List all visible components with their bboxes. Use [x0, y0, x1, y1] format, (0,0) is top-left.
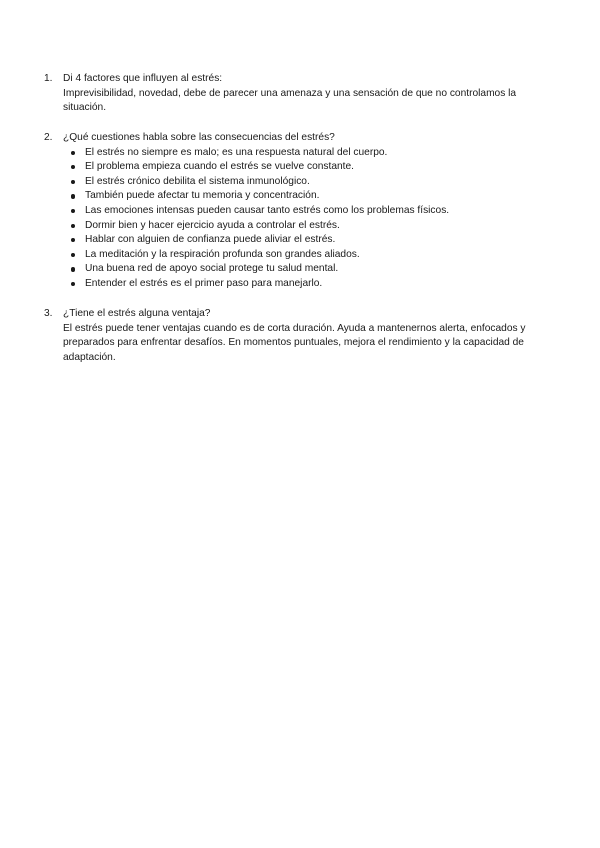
list-item — [63, 189, 544, 204]
question-2 — [44, 131, 544, 292]
bullet-icon — [71, 151, 75, 155]
bullet-icon — [71, 238, 75, 242]
list-item-text: Una buena red de apoyo social protege tu salud mental. — [85, 263, 339, 275]
list-item — [63, 219, 544, 234]
list-item-text: Entender el estrés es el primer paso para manejarlo. — [85, 277, 323, 289]
list-item-text: La meditación y la respiración profunda son grandes aliados. — [85, 248, 360, 260]
list-item — [63, 277, 544, 292]
list-item-text: El estrés no siempre es malo; es una respuesta natural del cuerpo. — [85, 146, 388, 158]
question-3-text: ¿Tiene el estrés alguna ventaja? — [63, 308, 211, 319]
bullet-icon — [71, 180, 75, 184]
list-item — [63, 262, 544, 277]
question-1-answer: Imprevisibilidad, novedad, debe de parecer una amenaza y una sensación de que no controlamos la situación. — [63, 87, 517, 114]
bullet-icon — [71, 194, 75, 198]
bullet-icon — [71, 267, 75, 271]
list-item — [63, 204, 544, 219]
list-item — [63, 248, 544, 263]
question-1-text: Di 4 factores que influyen al estrés: — [63, 73, 223, 84]
list-item — [63, 233, 544, 248]
bullet-icon — [71, 224, 75, 228]
list-item-text: También puede afectar tu memoria y concentración. — [85, 190, 320, 202]
list-item-text: Las emociones intensas pueden causar tanto estrés como los problemas físicos. — [85, 204, 450, 216]
bullet-icon — [71, 282, 75, 286]
list-item — [63, 146, 544, 161]
bullet-icon — [71, 209, 75, 213]
question-3-number: 3. — [44, 308, 53, 319]
list-item-text: Hablar con alguien de confianza puede aliviar el estrés. — [85, 234, 336, 246]
question-3 — [44, 307, 544, 365]
bullet-icon — [71, 165, 75, 169]
question-3-answer: El estrés puede tener ventajas cuando es de corta duración. Ayuda a mantenernos alerta, enfocados y preparados para enfrentar desafíos. En momentos puntuales, mejora el rendimiento y la capacidad de adaptación. — [63, 322, 526, 363]
bullet-icon — [71, 253, 75, 257]
list-item — [63, 175, 544, 190]
question-1-number: 1. — [44, 73, 53, 84]
question-1 — [44, 72, 544, 116]
list-item-text: Dormir bien y hacer ejercicio ayuda a controlar el estrés. — [85, 219, 340, 231]
list-item-text: El estrés crónico debilita el sistema inmunológico. — [85, 175, 310, 187]
question-2-number: 2. — [44, 132, 53, 143]
question-2-text: ¿Qué cuestiones habla sobre las consecuencias del estrés? — [63, 132, 335, 143]
consequences-list — [63, 146, 544, 292]
list-item — [63, 160, 544, 175]
list-item-text: El problema empieza cuando el estrés se vuelve constante. — [85, 161, 354, 173]
